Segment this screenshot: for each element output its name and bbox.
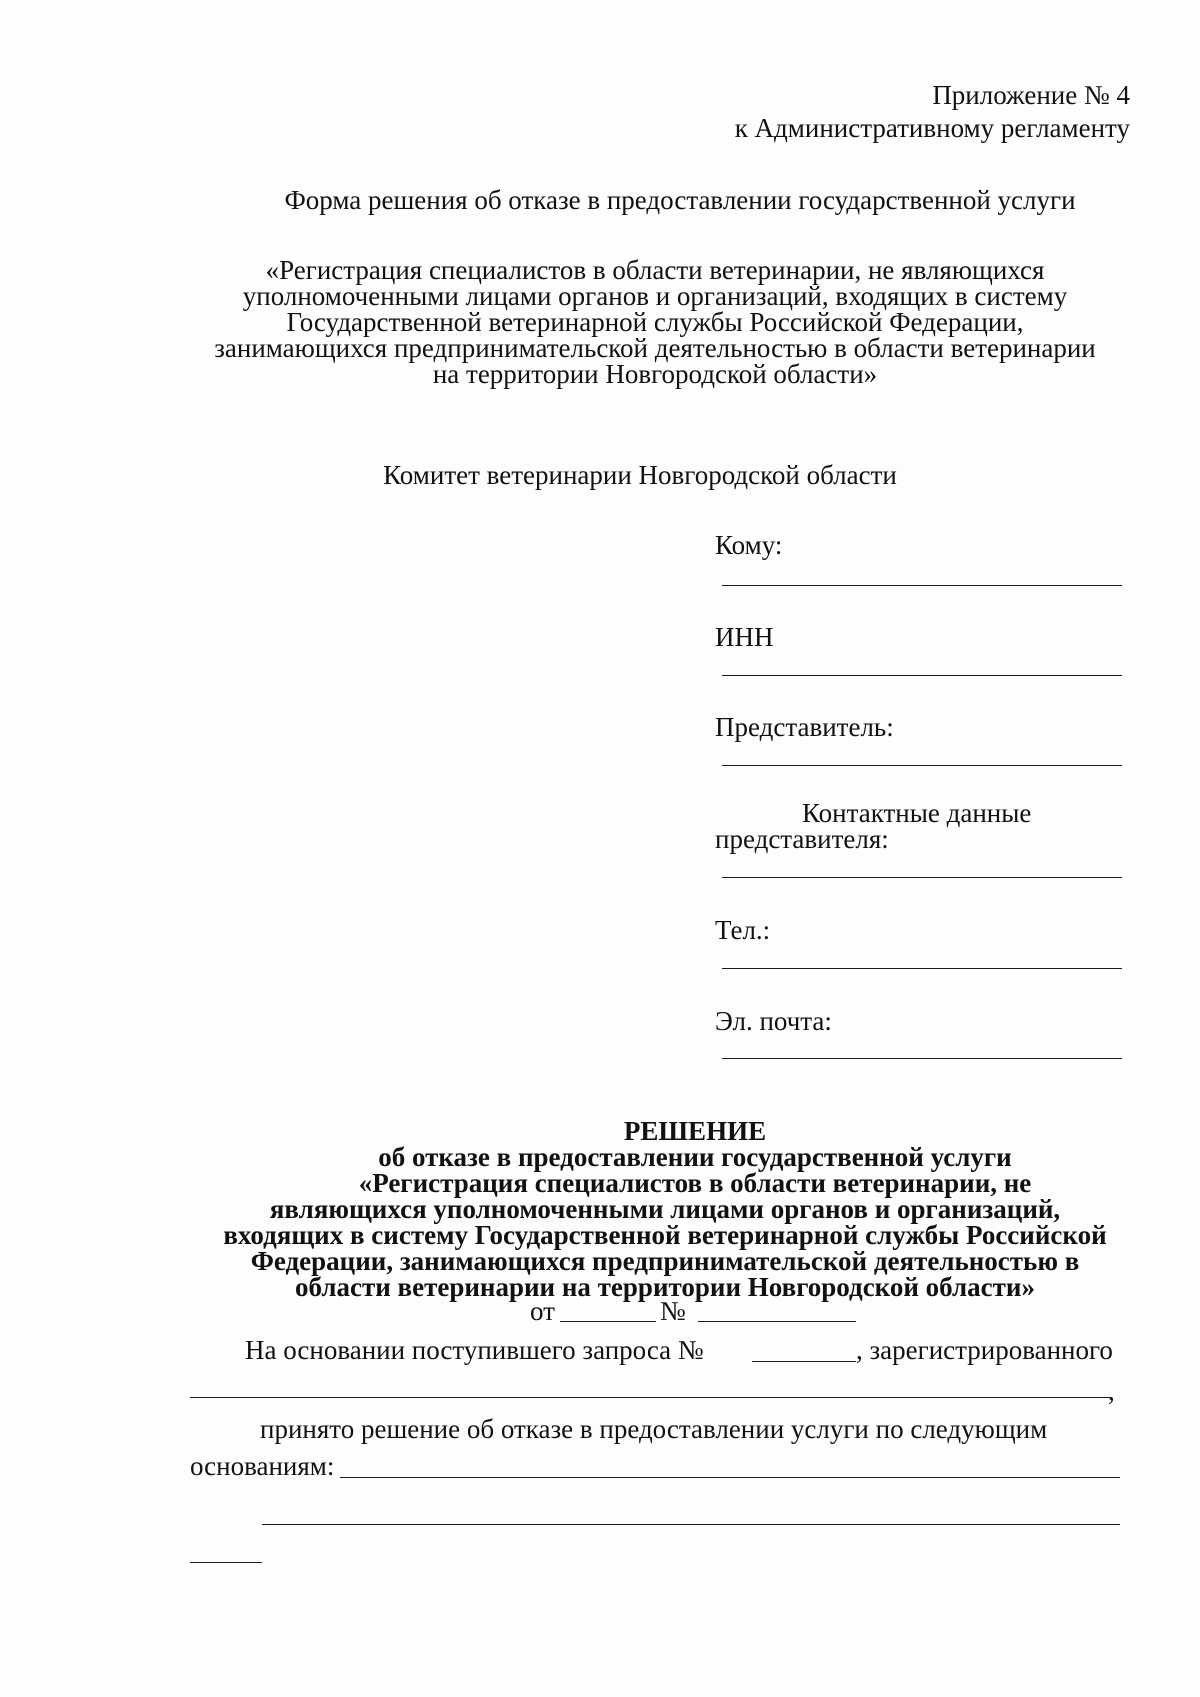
contacts-label-line1: Контактные данные [802,798,1032,828]
service-name-line: Государственной ветеринарной службы Российской Федерации, [286,307,1024,337]
representative-field-line[interactable] [722,765,1122,766]
basis-text: На основании поступившего запроса № [245,1335,704,1365]
decision-line: «Регистрация специалистов в области ветеринарии, не [358,1168,1032,1198]
decision-line: входящих в систему Государственной ветеринарной службы Российской [223,1220,1107,1250]
decision-line: области ветеринарии на территории Новгородской области» [295,1272,1035,1302]
date-prefix: от [530,1296,555,1326]
service-name-line: на территории Новгородской области» [432,359,878,389]
decision-line: Федерации, занимающихся предпринимательской деятельностью в [250,1246,1080,1276]
registration-field-line[interactable] [190,1397,1110,1398]
number-field-line[interactable] [698,1321,856,1322]
appendix-to: к Административному регламенту [734,113,1130,143]
contacts-label-line2: представителя: [715,824,889,854]
request-number-line[interactable] [752,1361,856,1362]
date-field-line[interactable] [560,1321,656,1322]
service-name-line: уполномоченными лицами органов и организаций, входящих в систему [242,281,1068,311]
decision-line: являющихся уполномоченными лицами органов и организаций, [269,1194,1061,1224]
registered-text: , зарегистрированного [856,1335,1113,1365]
form-title: Форма решения об отказе в предоставлении государственной услуги [284,185,1076,215]
comma: , [1108,1376,1115,1406]
grounds-field-line[interactable] [340,1477,1120,1478]
decision-text: принято решение об отказе в предоставлении услуги по следующим [260,1414,1048,1444]
inn-label: ИНН [715,622,774,652]
decision-title-block [0,1118,1200,1300]
service-name [0,257,1200,387]
service-name-line: «Регистрация специалистов в области ветеринарии, не являющихся [265,255,1045,285]
email-label: Эл. почта: [715,1006,832,1036]
email-field-line[interactable] [722,1058,1122,1059]
contacts-field-line[interactable] [722,877,1122,878]
inn-field-line[interactable] [722,675,1122,676]
grounds-label: основаниям: [190,1451,335,1481]
authority-name: Комитет ветеринарии Новгородской области [383,460,897,490]
service-name-line: занимающихся предпринимательской деятельностью в области ветеринарии [214,333,1096,363]
decision-heading: РЕШЕНИЕ [623,1116,767,1146]
phone-field-line[interactable] [722,968,1122,969]
representative-label: Представитель: [715,712,894,742]
phone-label: Тел.: [715,915,771,945]
grounds-field-line-2[interactable] [262,1524,1120,1525]
short-rule [190,1562,262,1563]
decision-line: об отказе в предоставлении государственной услуги [378,1142,1012,1172]
to-field-line[interactable] [722,585,1122,586]
number-sign: № [660,1296,686,1326]
appendix-number: Приложение № 4 [932,80,1130,110]
to-label: Кому: [715,530,783,560]
